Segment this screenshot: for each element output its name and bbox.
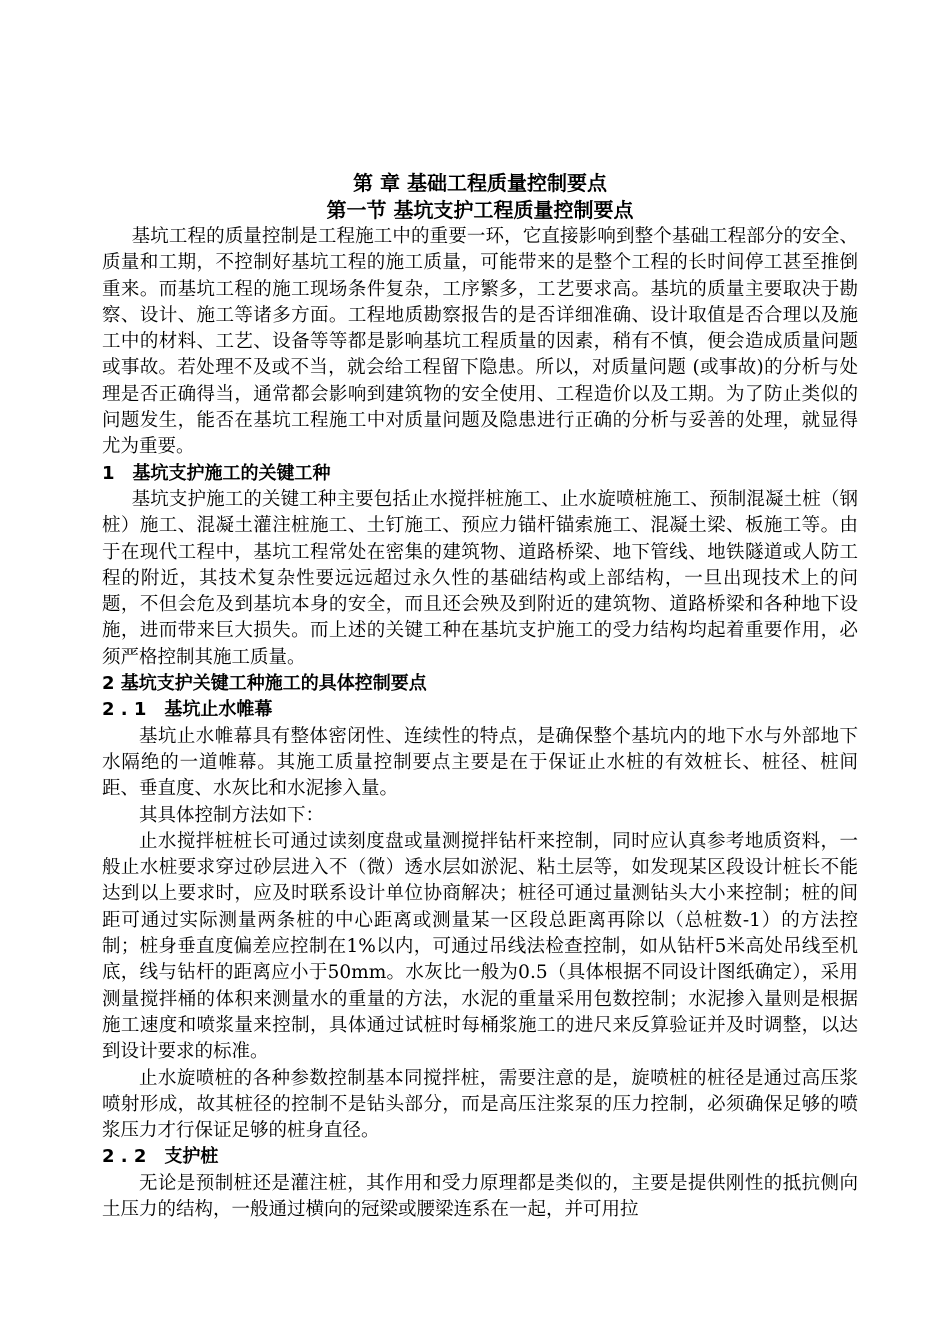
paragraph-2-1-a: 基坑止水帷幕具有整体密闭性、连续性的特点，是确保整个基坑内的地下水与外部地下水隔绝的一道帷幕。其施工质量控制要点主要是在于保证止水桩的有效桩长、桩径、桩间距、垂直度、水灰比和水泥掺入量。	[102, 725, 858, 800]
heading-2-2: 2 . 2 支护桩	[102, 1146, 219, 1168]
paragraph-2-2-a: 无论是预制桩还是灌注桩，其作用和受力原理都是类似的，主要是提供刚性的抵抗侧向土压力的结构，一般通过横向的冠梁或腰梁连系在一起，并可用拉	[102, 1172, 858, 1220]
paragraph-1: 基坑支护施工的关键工种主要包括止水搅拌桩施工、止水旋喷桩施工、预制混凝土桩（钢桩）施工、混凝土灌注桩施工、土钉施工、预应力锚杆锚索施工、混凝土梁、板施工等。由于在现代工程中，基坑工程常处在密集的建筑物、道路桥梁、地下管线、地铁隧道或人防工程的附近，其技术复杂性要远远超过永久性的基础结构或上部结构，一旦出现技术上的问题，不但会危及到基坑本身的安全，而且还会殃及到附近的建筑物、道路桥梁和各种地下设施，进而带来巨大损失。而上述的关键工种在基坑支护施工的受力结构均起着重要作用，必须严格控制其施工质量。	[102, 488, 858, 668]
document-page	[102, 170, 858, 1223]
chapter-title: 第 章 基础工程质量控制要点	[353, 171, 607, 195]
heading-2: 2 基坑支护关键工种施工的具体控制要点	[102, 673, 427, 695]
paragraph-2-1-c: 止水搅拌桩桩长可通过读刻度盘或量测搅拌钻杆来控制，同时应认真参考地质资料，一般止水桩要求穿过砂层进入不（微）透水层如淤泥、粘土层等，如发现某区段设计桩长不能达到以上要求时，应及时联系设计单位协商解决；桩径可通过量测钻头大小来控制；桩的间距可通过实际测量两条桩的中心距离或测量某一区段总距离再除以（总桩数-1）的方法控制；桩身垂直度偏差应控制在1%以内，可通过吊线法检查控制，如从钻杆5米高处吊线至机底，线与钻杆的距离应小于50mm。水灰比一般为0.5（具体根据不同设计图纸确定），采用测量搅拌桶的体积来测量水的重量的方法，水泥的重量采用包数控制；水泥掺入量则是根据施工速度和喷浆量来控制，具体通过试桩时每桶浆施工的进尺来反算验证并及时调整，以达到设计要求的标准。	[102, 830, 858, 1063]
paragraph-2-1-d: 止水旋喷桩的各种参数控制基本同搅拌桩，需要注意的是，旋喷桩的桩径是通过高压浆喷射形成，故其桩径的控制不是钻头部分，而是高压注浆泵的压力控制，必须确保足够的喷浆压力才行保证足够的桩身直径。	[102, 1067, 858, 1142]
section-title: 第一节 基坑支护工程质量控制要点	[326, 198, 634, 222]
paragraph-2-1-b: 其具体控制方法如下：	[139, 804, 325, 826]
heading-1: 1 基坑支护施工的关键工种	[102, 462, 331, 484]
intro-paragraph: 基坑工程的质量控制是工程施工中的重要一环，它直接影响到整个基础工程部分的安全、质量和工期，不控制好基坑工程的施工质量，可能带来的是整个工程的长时间停工甚至推倒重来。而基坑工程的施工现场条件复杂，工序繁多，工艺要求高。基坑的质量主要取决于勘察、设计、施工等诸多方面。工程地质勘察报告的是否详细准确、设计取值是否合理以及施工中的材料、工艺、设备等等都是影响基坑工程质量的因素，稍有不慎，便会造成质量问题或事故。若处理不及或不当，就会给工程留下隐患。所以，对质量问题 (或事故)的分析与处理是否正确得当，通常都会影响到建筑物的安全使用、工程造价以及工期。为了防止类似的问题发生，能否在基坑工程施工中对质量问题及隐患进行正确的分析与妥善的处理，就显得尤为重要。	[102, 226, 858, 458]
heading-2-1: 2 . 1 基坑止水帷幕	[102, 699, 273, 721]
